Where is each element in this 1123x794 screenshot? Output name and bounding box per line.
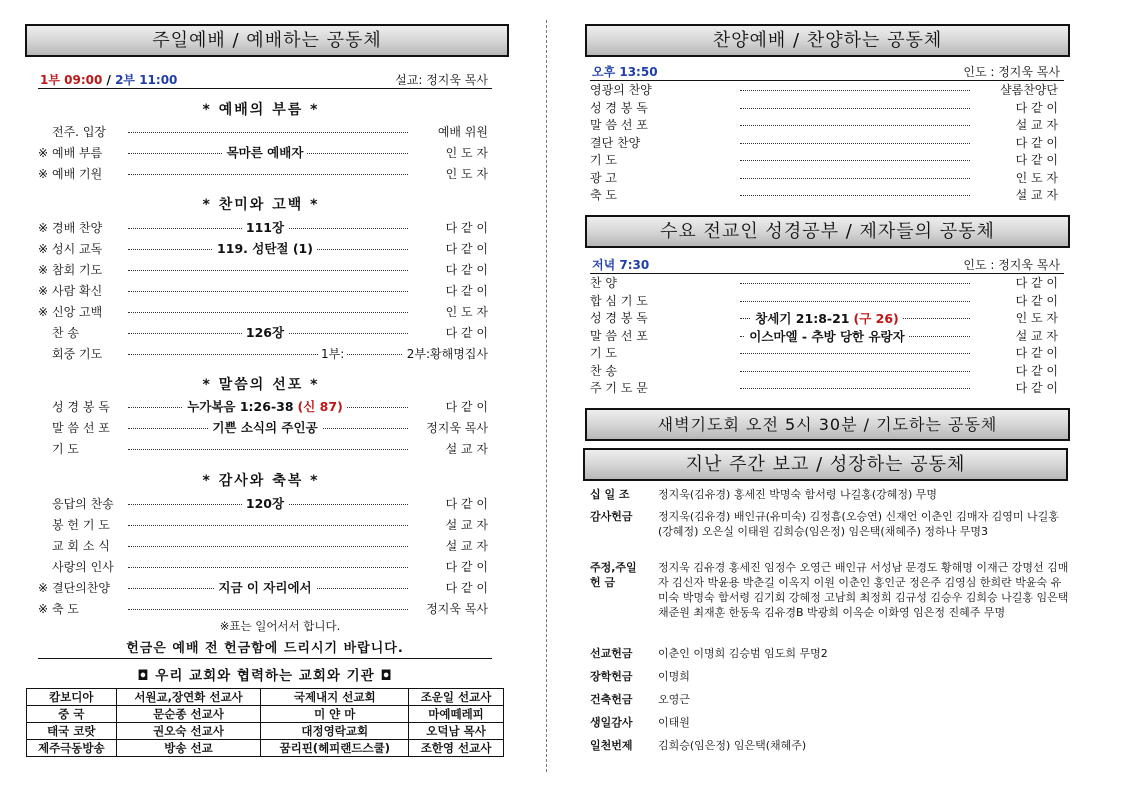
item-detail-text: 119. 성탄절 (1) — [213, 241, 317, 256]
report-key: 일천번제 — [590, 739, 633, 752]
program-label: 말 씀 선 포 — [590, 118, 648, 132]
worship-row — [38, 397, 492, 417]
standing-mark: ※ — [38, 167, 49, 181]
program-row — [590, 117, 1064, 134]
dot-leader — [740, 160, 970, 161]
program-label: 결단 찬양 — [590, 135, 641, 150]
standing-mark: ※ — [38, 146, 49, 160]
coop-title: ◘ 우리 교회와 협력하는 교회와 기관 ◘ — [137, 668, 393, 684]
item-label: 찬 송 — [52, 326, 79, 340]
program-person: 다 같 이 — [1012, 345, 1058, 362]
standing-mark: ※ — [38, 305, 49, 319]
program-label: 찬 양 — [590, 276, 617, 290]
coop-table — [26, 688, 504, 757]
report-value: 이명희 — [658, 670, 690, 683]
worship-row — [38, 494, 492, 514]
standing-mark: ※ — [38, 221, 49, 235]
item-person: 다 같 이 — [442, 218, 488, 238]
program-person: 다 같 이 — [1012, 152, 1058, 169]
item-person: 다 같 이 — [442, 323, 488, 343]
standing-mark: ※ — [38, 263, 49, 277]
program-label: 성 경 봉 독 — [590, 100, 648, 115]
worship-row — [38, 578, 492, 598]
coop-cell: 조운일 선교사 — [409, 689, 504, 706]
program-row — [590, 310, 1064, 327]
program-person: 다 같 이 — [1012, 363, 1058, 380]
worship-row — [38, 418, 492, 438]
dot-leader — [740, 195, 970, 196]
item-label: 신앙 고백 — [52, 305, 103, 319]
coop-cell: 태국 코랏 — [27, 723, 117, 740]
program-person: 다 같 이 — [1012, 380, 1058, 397]
item-person: 인 도 자 — [442, 302, 488, 322]
dot-leader — [128, 354, 408, 355]
program-row — [590, 293, 1064, 310]
coop-cell: 서원교,장연화 선교사 — [116, 689, 261, 706]
program-label: 말 씀 선 포 — [590, 328, 648, 343]
coop-cell: 미 얀 마 — [261, 706, 409, 723]
section-title: * 감사와 축복 * — [202, 473, 320, 489]
coop-cell: 국제내지 선교회 — [261, 689, 409, 706]
sunday-worship-header: 주일예배 / 예배하는 공동체 — [25, 24, 509, 57]
report-key: 생일감사 — [590, 716, 633, 729]
program-label: 영광의 찬양 — [590, 83, 652, 97]
praise-worship-header: 찬양예배 / 찬양하는 공동체 — [585, 24, 1070, 57]
dawn-prayer-header: 새벽기도회 오전 5시 30분 / 기도하는 공동체 — [585, 408, 1070, 441]
program-detail-text: 창세기 21:8-21 — [751, 311, 853, 326]
dot-leader — [740, 125, 970, 126]
item-detail-text: 111장 — [242, 220, 288, 235]
report-value: 이춘인 이명희 김승범 임도희 무명2 — [658, 647, 828, 660]
dot-leader — [128, 174, 408, 175]
program-row — [590, 170, 1064, 187]
item-label: 교 회 소 식 — [52, 539, 110, 553]
dot-leader — [128, 449, 408, 450]
item-label: 결단의찬양 — [52, 581, 110, 595]
item-label: 예배 기원 — [52, 167, 103, 181]
coop-cell: 캄보디아 — [27, 689, 117, 706]
item-person: 설 교 자 — [442, 439, 488, 459]
dot-leader — [740, 371, 970, 372]
item-person: 다 같 이 — [442, 578, 488, 598]
program-detail — [590, 310, 1064, 328]
dot-leader — [740, 178, 970, 179]
item-detail — [38, 397, 492, 417]
dot-leader — [740, 353, 970, 354]
item-label: 성 경 봉 독 — [52, 400, 110, 414]
praise-time-line — [590, 65, 1064, 81]
coop-row — [27, 723, 504, 740]
item-label: 기 도 — [52, 442, 79, 456]
wednesday-time-line — [590, 258, 1064, 274]
program-person: 샬롬찬양단 — [996, 82, 1058, 99]
item-detail-text: 누가복음 1:26-38 — [183, 399, 297, 414]
program-detail-text: 이스마엘 - 추방 당한 유랑자 — [745, 329, 908, 344]
report-key: 선교헌금 — [590, 647, 633, 660]
praise-time: 오후 13:50 — [592, 65, 658, 79]
coop-cell: 권오숙 선교사 — [116, 723, 261, 740]
item-person: 다 같 이 — [442, 494, 488, 514]
program-person: 설 교 자 — [1012, 187, 1058, 204]
program-person: 설 교 자 — [1012, 117, 1058, 134]
item-person: 예배 위원 — [434, 122, 488, 142]
wednesday-leader: 인도 : 정지욱 목사 — [963, 258, 1060, 272]
dot-leader — [128, 312, 408, 313]
program-row — [590, 328, 1064, 345]
program-row — [590, 82, 1064, 99]
dot-leader — [740, 301, 970, 302]
program-person: 다 같 이 — [1012, 135, 1058, 152]
item-detail-text: 지금 이 자리에서 — [214, 580, 315, 595]
item-label: 봉 헌 기 도 — [52, 518, 110, 532]
program-label: 합 심 기 도 — [590, 293, 648, 308]
report-key: 십 일 조 — [590, 488, 630, 501]
worship-row — [38, 599, 492, 619]
section-title: * 예배의 부름 * — [202, 102, 320, 118]
report-value: 정지욱 김유경 홍세진 임정수 오영근 배인규 서성남 문경도 황해명 이재근 강명선 김매자 김신자 박윤용 박춘길 이옥지 이원 이춘인 홍인군 정은주 김영심 한희란 박윤숙 유미숙 박명숙 함서령 김기회 강혜정 고남희 최정희 김규성 김승우 김희승 나길홍 임은택 채준원 최재훈 한동욱 김유경B 박광희 이옥순 이화영 임은정 진혜주 무명 — [658, 561, 1069, 619]
program-person: 다 같 이 — [1012, 275, 1058, 292]
sermon-by: 설교: 정지욱 목사 — [395, 73, 488, 87]
coop-row — [27, 740, 504, 757]
report-value: 정지욱(김유경) 홍세진 박명숙 함서령 나길홍(강혜정) 무명 — [658, 488, 938, 501]
item-person: 정지욱 목사 — [422, 599, 488, 619]
item-person: 다 같 이 — [442, 239, 488, 259]
program-person: 인 도 자 — [1012, 310, 1058, 327]
item-detail-text: 120장 — [242, 496, 288, 511]
program-person: 설 교 자 — [1012, 328, 1058, 345]
standing-mark: ※ — [38, 284, 49, 298]
page-divider — [546, 20, 547, 772]
item-person: 2부:황해명집사 — [403, 344, 488, 364]
coop-cell: 조한영 선교사 — [409, 740, 504, 757]
worship-row — [38, 281, 492, 301]
item-detail — [38, 218, 492, 238]
worship-row — [38, 557, 492, 577]
item-person: 다 같 이 — [442, 281, 488, 301]
item-label: 축 도 — [52, 602, 79, 616]
dot-leader — [128, 270, 408, 271]
item-detail-text: 기쁜 소식의 주인공 — [208, 420, 321, 435]
coop-row — [27, 689, 504, 706]
program-row — [590, 187, 1064, 204]
program-row — [590, 363, 1064, 380]
section-title: * 말씀의 선포 * — [202, 377, 320, 393]
item-label: 참회 기도 — [52, 263, 103, 277]
dot-leader — [128, 291, 408, 292]
item-label: 경배 찬양 — [52, 221, 103, 235]
program-person: 다 같 이 — [1012, 100, 1058, 117]
program-label: 광 고 — [590, 170, 617, 185]
dot-leader — [128, 546, 408, 547]
coop-row — [27, 706, 504, 723]
report-key: 장학헌금 — [590, 670, 633, 683]
offering-note: 헌금은 예배 전 헌금함에 드리시기 바랍니다. — [38, 637, 492, 659]
item-detail — [38, 494, 492, 514]
item-person: 다 같 이 — [442, 557, 488, 577]
item-label: 전주. 입장 — [52, 125, 106, 139]
coop-cell: 제주극동방송 — [27, 740, 117, 757]
item-label: 사람 확신 — [52, 284, 103, 298]
item-person: 인 도 자 — [442, 164, 488, 184]
item-detail-text: 126장 — [242, 325, 288, 340]
praise-leader: 인도 : 정지욱 목사 — [963, 65, 1060, 79]
report-value: 김희승(임은정) 임은택(채혜주) — [658, 739, 807, 752]
service-times: 1부 09:00 / 2부 11:00 — [40, 73, 178, 87]
program-row — [590, 380, 1064, 397]
program-row — [590, 275, 1064, 292]
standing-mark: ※ — [38, 602, 49, 616]
item-person: 인 도 자 — [442, 143, 488, 163]
sunday-time-line — [38, 73, 492, 89]
item-label: 성시 교독 — [52, 242, 103, 256]
program-label: 성 경 봉 독 — [590, 311, 648, 325]
dot-leader — [740, 90, 970, 91]
program-label: 주 기 도 문 — [590, 381, 648, 395]
program-detail — [590, 328, 1064, 346]
dot-leader — [128, 567, 408, 568]
item-detail — [38, 143, 492, 163]
program-label: 기 도 — [590, 346, 617, 360]
program-row — [590, 100, 1064, 117]
wednesday-header: 수요 전교인 성경공부 / 제자들의 공동체 — [585, 215, 1070, 248]
item-detail-text: 목마른 예배자 — [223, 145, 308, 160]
coop-cell: 마예떼레피 — [409, 706, 504, 723]
dot-leader — [740, 388, 970, 389]
program-person: 인 도 자 — [1012, 170, 1058, 187]
item-label: 예배 부름 — [52, 146, 103, 160]
item-detail — [38, 323, 492, 343]
program-person: 다 같 이 — [1012, 293, 1058, 310]
program-label: 기 도 — [590, 153, 617, 167]
standing-note: ※표는 일어서서 합니다. — [219, 619, 341, 633]
report-value: 정지욱(김유경) 배인규(유미숙) 김정흠(오승연) 신재언 이춘인 김매자 김영미 나길홍(강혜정) 오은실 이태원 김희승(임은정) 임은택(채혜주) 정하나 무명3 — [658, 510, 1059, 538]
item-label: 회중 기도 — [52, 347, 103, 361]
report-key: 감사헌금 — [590, 510, 633, 523]
coop-cell: 대정영락교회 — [261, 723, 409, 740]
item-person: 정지욱 목사 — [422, 418, 488, 438]
coop-cell: 방송 선교 — [116, 740, 261, 757]
item-person: 설 교 자 — [442, 515, 488, 535]
wednesday-time: 저녁 7:30 — [592, 258, 650, 272]
dot-leader — [128, 609, 408, 610]
item-detail — [38, 578, 492, 598]
dot-leader — [740, 283, 970, 284]
worship-row — [38, 143, 492, 163]
item-detail — [38, 239, 492, 259]
program-row — [590, 152, 1064, 169]
standing-mark: ※ — [38, 242, 49, 256]
program-row — [590, 135, 1064, 152]
item-label: 말 씀 선 포 — [52, 421, 110, 435]
coop-cell: 중 국 — [27, 706, 117, 723]
program-detail-ref: (구 26) — [854, 311, 903, 326]
item-person: 다 같 이 — [442, 260, 488, 280]
dot-leader — [740, 108, 970, 109]
coop-cell: 꿈리핀(헤피랜드스쿨) — [261, 740, 409, 757]
item-label: 응답의 찬송 — [52, 497, 114, 511]
coop-cell: 오덕남 목사 — [409, 723, 504, 740]
worship-row — [38, 344, 492, 364]
program-label: 찬 송 — [590, 363, 617, 378]
dot-leader — [128, 525, 408, 526]
worship-row — [38, 260, 492, 280]
item-label: 사랑의 인사 — [52, 560, 114, 574]
worship-row — [38, 536, 492, 556]
program-row — [590, 345, 1064, 362]
report-key: 주정,주일 헌 금 — [590, 561, 637, 589]
worship-row — [38, 515, 492, 535]
section-title: * 찬미와 고백 * — [202, 197, 320, 213]
worship-row — [38, 323, 492, 343]
dot-leader — [128, 132, 408, 133]
item-person: 다 같 이 — [442, 397, 488, 417]
item-mid: 1부: — [318, 344, 347, 364]
worship-row — [38, 122, 492, 142]
dot-leader — [740, 143, 970, 144]
weekly-report-header: 지난 주간 보고 / 성장하는 공동체 — [583, 448, 1068, 481]
item-detail-ref: (신 87) — [298, 399, 347, 414]
standing-mark: ※ — [38, 581, 49, 595]
worship-row — [38, 239, 492, 259]
program-label: 축 도 — [590, 188, 617, 202]
worship-row — [38, 164, 492, 184]
report-value: 이태원 — [658, 716, 690, 729]
report-key: 건축헌금 — [590, 693, 633, 706]
worship-row — [38, 439, 492, 459]
worship-row — [38, 302, 492, 322]
coop-cell: 문순종 선교사 — [116, 706, 261, 723]
report-value: 오영근 — [658, 693, 690, 706]
item-person: 설 교 자 — [442, 536, 488, 556]
worship-row — [38, 218, 492, 238]
